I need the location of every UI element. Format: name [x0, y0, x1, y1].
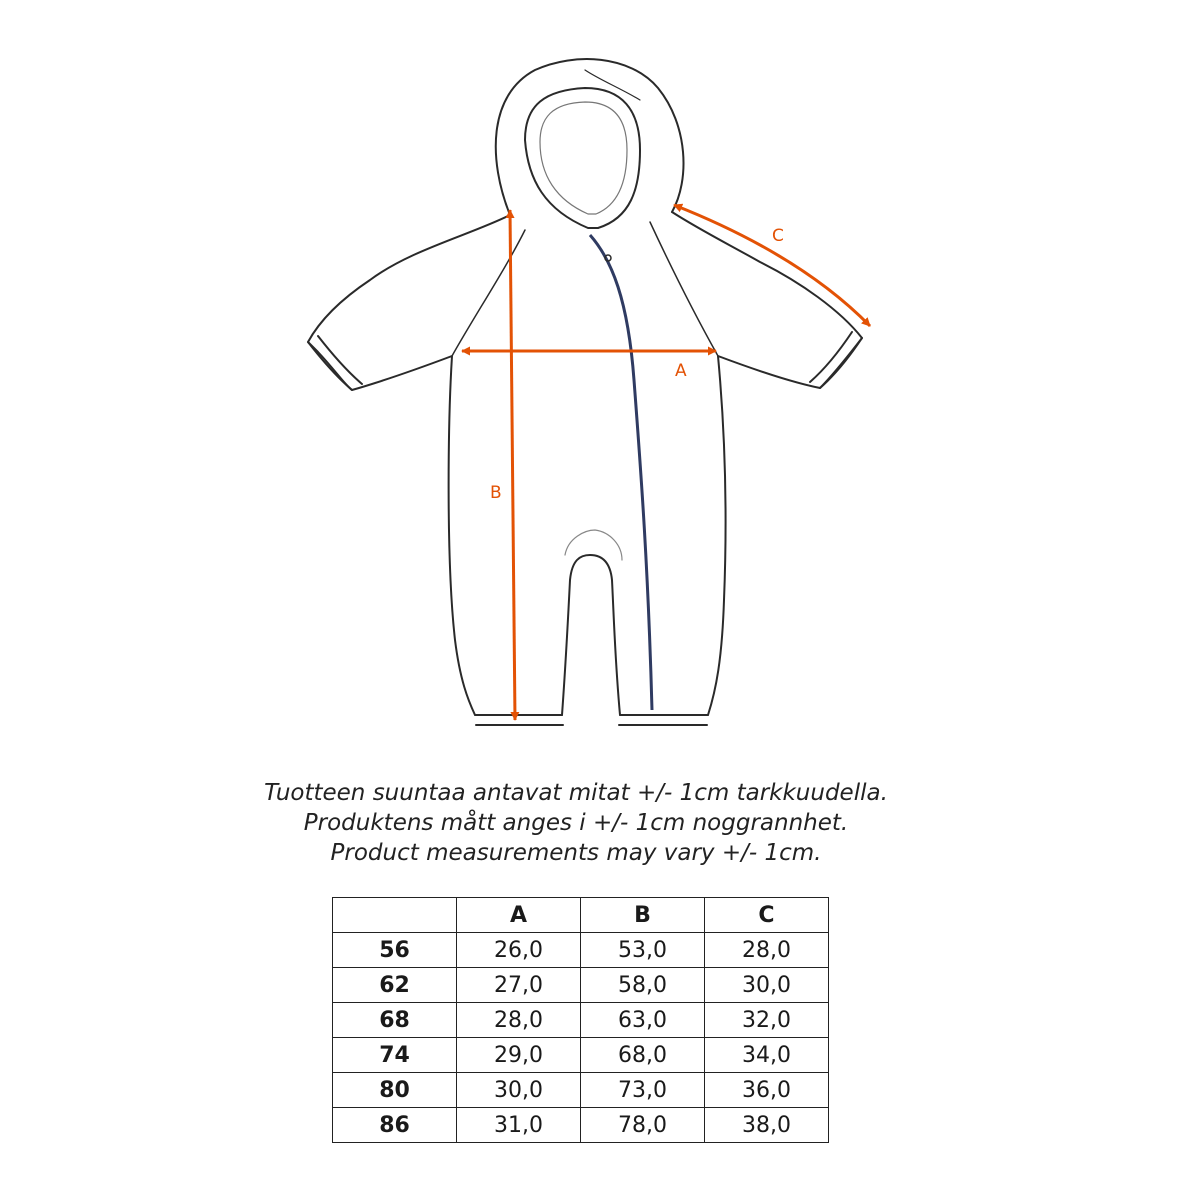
- value-cell: 68,0: [581, 1038, 705, 1073]
- value-cell: 58,0: [581, 968, 705, 1003]
- value-cell: 63,0: [581, 1003, 705, 1038]
- left-cuff: [308, 336, 362, 390]
- value-cell: 53,0: [581, 933, 705, 968]
- left-raglan-seam: [452, 230, 525, 356]
- header-cell: C: [705, 898, 829, 933]
- table-row: [333, 1073, 829, 1108]
- right-cuff: [810, 332, 862, 388]
- value-cell: 31,0: [457, 1108, 581, 1143]
- size-cell: 74: [333, 1038, 457, 1073]
- value-cell: 78,0: [581, 1108, 705, 1143]
- size-cell: 86: [333, 1108, 457, 1143]
- table-row: [333, 1003, 829, 1038]
- hood-outline: [496, 59, 684, 215]
- value-cell: 28,0: [457, 1003, 581, 1038]
- measurement-note: [0, 778, 1152, 868]
- value-cell: 29,0: [457, 1038, 581, 1073]
- arrow-c: [674, 205, 870, 326]
- overall-outline: [308, 59, 862, 725]
- label-a: A: [675, 361, 687, 381]
- label-c: C: [772, 226, 784, 246]
- note-swedish: Produktens mått anges i +/- 1cm noggrannhet.: [303, 810, 849, 836]
- table-row: [333, 1038, 829, 1073]
- header-cell: [333, 898, 457, 933]
- label-b: B: [490, 483, 502, 503]
- hood-seam: [585, 70, 640, 100]
- table-row: [333, 1108, 829, 1143]
- measurement-arrows: [462, 205, 870, 720]
- right-raglan-seam: [650, 222, 718, 356]
- size-cell: 68: [333, 1003, 457, 1038]
- hood-inner-outline: [525, 88, 640, 228]
- value-cell: 32,0: [705, 1003, 829, 1038]
- value-cell: 27,0: [457, 968, 581, 1003]
- header-cell: B: [581, 898, 705, 933]
- note-english: Product measurements may vary +/- 1cm.: [330, 840, 822, 866]
- value-cell: 26,0: [457, 933, 581, 968]
- size-cell: 62: [333, 968, 457, 1003]
- table-row: [333, 933, 829, 968]
- value-cell: 30,0: [705, 968, 829, 1003]
- value-cell: 34,0: [705, 1038, 829, 1073]
- size-cell: 56: [333, 933, 457, 968]
- header-cell: A: [457, 898, 581, 933]
- value-cell: 28,0: [705, 933, 829, 968]
- right-ankle-band: [619, 715, 708, 725]
- value-cell: 38,0: [705, 1108, 829, 1143]
- hood-lining-outline: [540, 102, 627, 214]
- size-cell: 80: [333, 1073, 457, 1108]
- value-cell: 73,0: [581, 1073, 705, 1108]
- note-finnish: Tuotteen suuntaa antavat mitat +/- 1cm tarkkuudella.: [264, 780, 888, 806]
- left-ankle-band: [475, 715, 563, 725]
- zipper: [590, 235, 652, 710]
- arrow-b: [510, 210, 515, 720]
- value-cell: 36,0: [705, 1073, 829, 1108]
- table-header-row: [333, 898, 829, 933]
- value-cell: 30,0: [457, 1073, 581, 1108]
- body-outline: [308, 212, 862, 715]
- size-table: [332, 897, 829, 1143]
- table-row: [333, 968, 829, 1003]
